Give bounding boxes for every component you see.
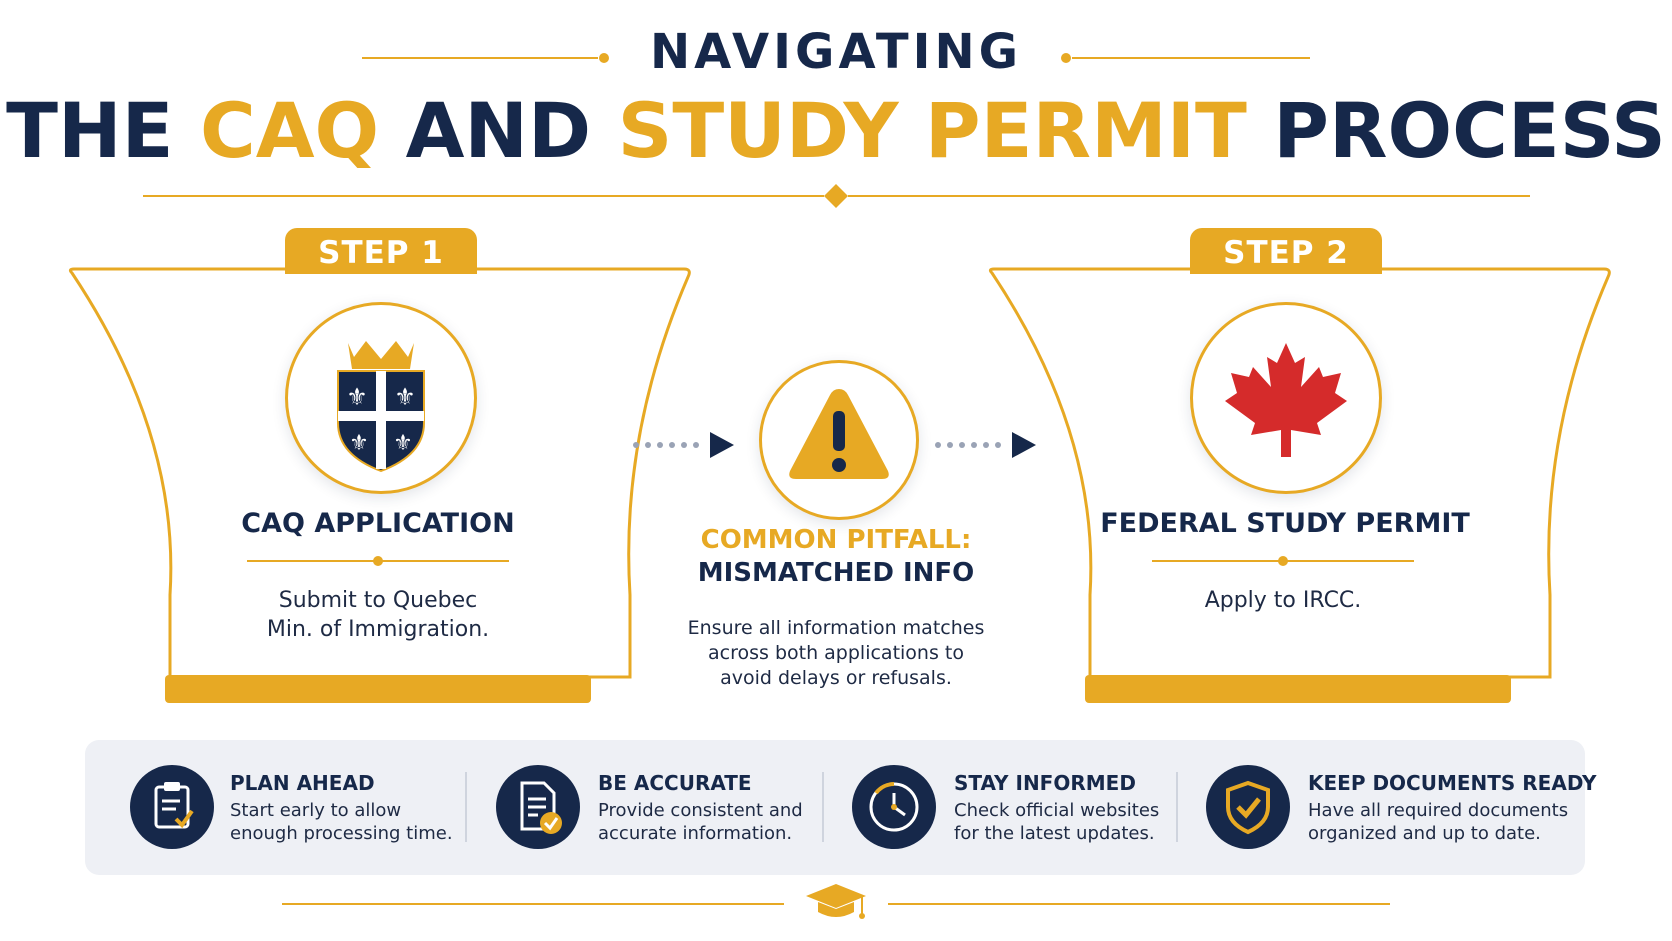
shield-check-icon (1206, 765, 1290, 849)
svg-text:⚜: ⚜ (394, 383, 416, 411)
tip1-desc-line1: Start early to allow (230, 800, 402, 821)
pitfall-title-line2: MISMATCHED INFO (697, 558, 975, 588)
step1-divider (245, 554, 511, 568)
svg-text:⚜: ⚜ (393, 431, 413, 456)
tip-separator-2 (822, 772, 824, 842)
pitfall-desc-line1: Ensure all information matches (687, 617, 985, 639)
header-and: AND (379, 86, 618, 175)
step2-title: FEDERAL STUDY PERMIT (1100, 508, 1470, 539)
tip-separator-1 (465, 772, 467, 842)
graduation-cap-icon (804, 880, 868, 930)
step2-icon-circle (1190, 302, 1382, 494)
tip1-title: PLAN AHEAD (230, 771, 375, 795)
tip2-icon-circle (496, 765, 580, 849)
step1-badge: STEP 1 (285, 228, 477, 274)
tip3-desc-line2: for the latest updates. (954, 823, 1155, 844)
tip2-desc-line2: accurate information. (598, 823, 793, 844)
tip3-desc-line1: Check official websites (954, 800, 1160, 821)
arrow-step1-to-pitfall (630, 430, 740, 460)
tip2-title: BE ACCURATE (598, 771, 752, 795)
svg-text:⚜: ⚜ (346, 383, 368, 411)
clipboard-icon (130, 765, 214, 849)
step1-desc-line2: Min. of Immigration. (266, 617, 490, 642)
maple-leaf-icon (1193, 305, 1379, 491)
tip4-desc-line2: organized and up to date. (1308, 823, 1541, 844)
warning-icon (762, 363, 916, 517)
step1-title: CAQ APPLICATION (241, 508, 515, 539)
quebec-crest-icon (288, 305, 474, 491)
tip4-title: KEEP DOCUMENTS READY (1308, 771, 1597, 795)
document-check-icon (496, 765, 580, 849)
tip3-icon-circle (852, 765, 936, 849)
header-study-permit: STUDY PERMIT (617, 86, 1247, 175)
tip4-icon-circle (1206, 765, 1290, 849)
header-caq: CAQ (199, 86, 380, 175)
step1-desc-line1: Submit to Quebec (278, 588, 478, 613)
pitfall-desc-line3: avoid delays or refusals. (720, 667, 952, 689)
pitfall-icon-circle (759, 360, 919, 520)
tip3-title: STAY INFORMED (954, 771, 1136, 795)
tip2-desc-line1: Provide consistent and (598, 800, 803, 821)
tip1-icon-circle (130, 765, 214, 849)
tip-separator-3 (1176, 772, 1178, 842)
step2-desc-line1: Apply to IRCC. (1204, 588, 1362, 613)
header-title-line2 (0, 86, 1672, 175)
header-title-line1: NAVIGATING (649, 24, 1023, 80)
header-the: THE (6, 86, 200, 175)
step1-icon-circle (285, 302, 477, 494)
pitfall-title-line1: COMMON PITFALL: (700, 525, 972, 555)
step2-badge: STEP 2 (1190, 228, 1382, 274)
header-process: PROCESS (1246, 86, 1666, 175)
step2-divider (1150, 554, 1416, 568)
clock-icon (852, 765, 936, 849)
tip1-desc-line2: enough processing time. (230, 823, 453, 844)
svg-text:⚜: ⚜ (349, 431, 369, 456)
tip4-desc-line1: Have all required documents (1308, 800, 1569, 821)
pitfall-desc-line2: across both applications to (708, 642, 964, 664)
